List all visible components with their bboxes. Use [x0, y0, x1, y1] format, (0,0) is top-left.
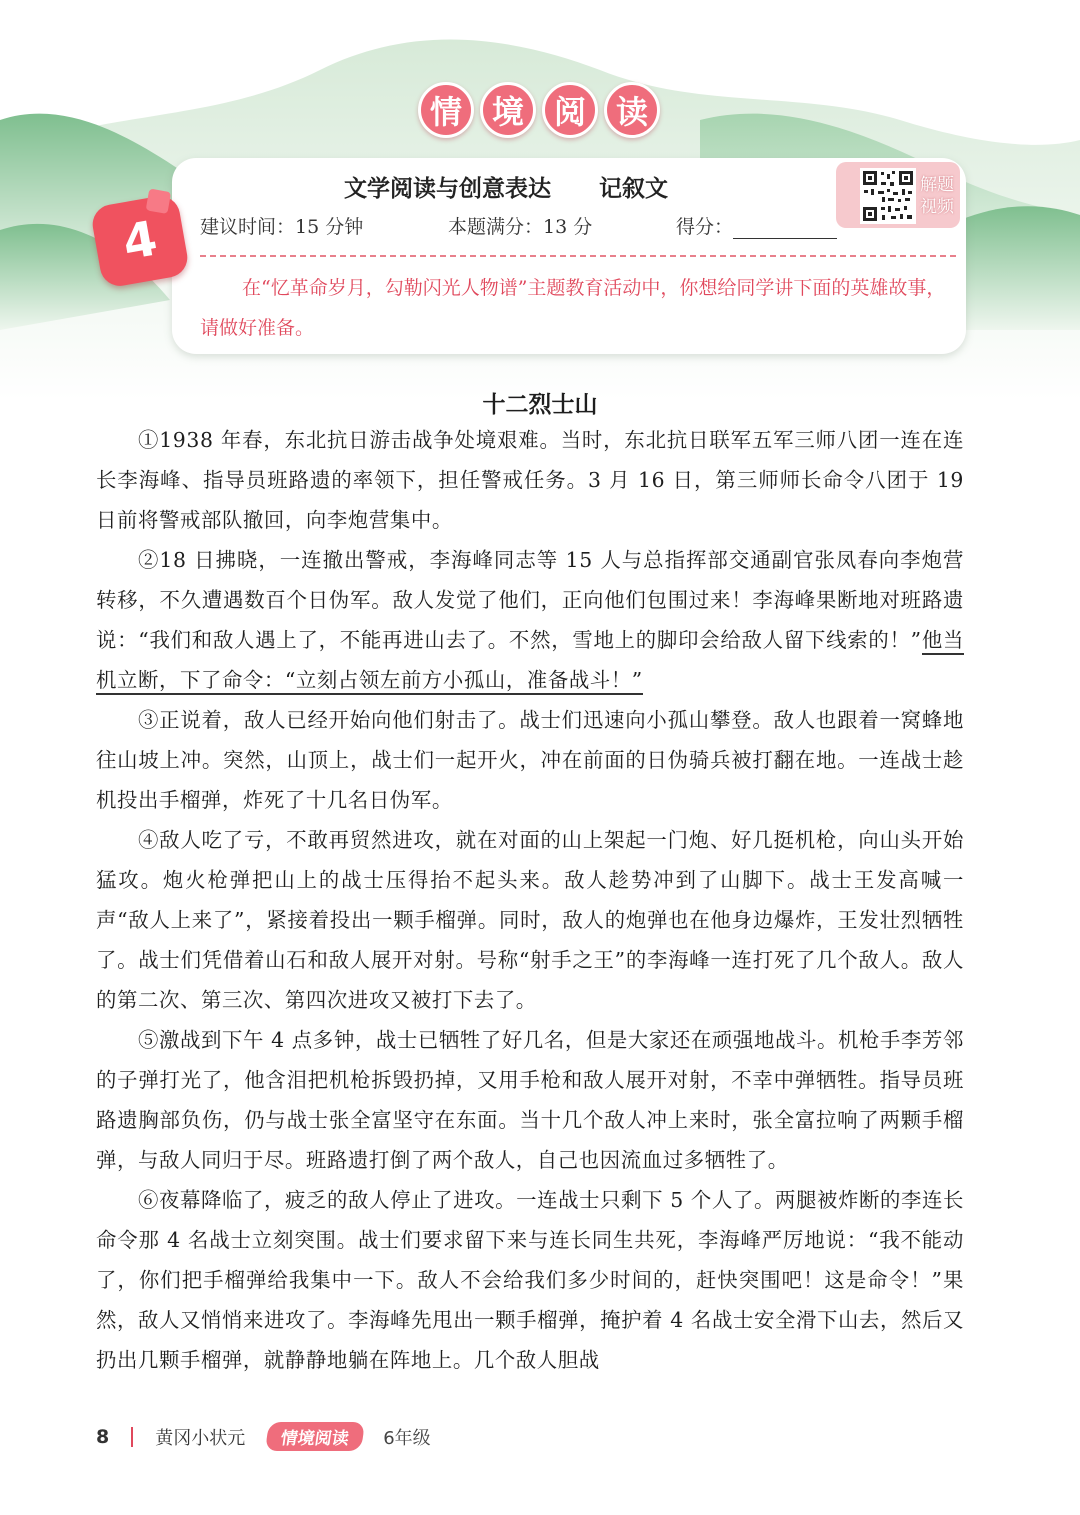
task-instruction: 在“忆革命岁月，勾勒闪光人物谱”主题教育活动中，你想给同学讲下面的英雄故事，请做好准备。 [200, 277, 946, 339]
paragraph: ④敌人吃了亏，不敢再贸然进攻，就在对面的山上架起一门炮、好几挺机枪，向山头开始猛攻。炮火枪弹把山上的战士压得抬不起头来。敌人趁势冲到了山脚下。战士王发高喊一声“敌人上来了”，紧接着投出一颗手榴弹。同时，敌人的炮弹也在他身边爆炸，王发壮烈牺牲了。战士们凭借着山石和敌人展开对射。号称“射手之王”的李海峰一连打死了几个敌人。敌人的第二次、第三次、第四次进攻又被打下去了。 [96, 828, 964, 1012]
page-footer [96, 1422, 431, 1451]
category-label: 文学阅读与创意表达 [344, 176, 551, 202]
article-body [96, 420, 964, 1380]
paragraph: ③正说着，敌人已经开始向他们射击了。战士们迅速向小孤山攀登。敌人也跟着一窝蜂地往山坡上冲。突然，山顶上，战士们一起开火，冲在前面的日伪骑兵被打翻在地。一连战士趁机投出手榴弹，炸死了十几名日伪军。 [96, 708, 964, 812]
banner-char: 阅 [542, 82, 598, 138]
qr-code-icon [860, 168, 916, 224]
full-score: 本题满分：13 分 [448, 216, 593, 238]
banner-char: 情 [418, 82, 474, 138]
dashed-divider [200, 255, 956, 257]
section-banner [418, 82, 660, 138]
card-heading [344, 170, 668, 203]
score-field[interactable] [676, 212, 837, 239]
paragraph: ⑤激战到下午 4 点多钟，战士已牺牲了好几名，但是大家还在顽强地战斗。机枪手李芳邻的子弹打光了，他含泪把机枪拆毁扔掉，又用手枪和敌人展开对射，不幸中弹牺牲。指导员班路遗胸部负伤，仍与战士张全富坚守在东面。当十几个敌人冲上来时，张全富拉响了两颗手榴弹，与敌人同归于尽。班路遗打倒了两个敌人，自己也因流血过多牺牲了。 [96, 1028, 964, 1172]
score-label: 得分： [676, 216, 734, 238]
video-label: 解题视频 [920, 175, 954, 217]
score-blank-line[interactable] [733, 218, 837, 239]
paragraph: ①1938 年春，东北抗日游击战争处境艰难。当时，东北抗日联军五军三师八团一连在连长李海峰、指导员班路遗的率领下，担任警戒任务。3 月 16 日，第三师师长命令八团于 19 日前将警戒部队撤回，向李炮营集中。 [96, 428, 964, 532]
paragraph [96, 540, 964, 700]
banner-char: 境 [480, 82, 536, 138]
exercise-number-badge: 4 [90, 193, 191, 289]
card-meta [200, 212, 837, 239]
banner-char: 读 [604, 82, 660, 138]
brand-name: 黄冈小状元 [155, 1427, 246, 1449]
page-number: 8 [96, 1425, 110, 1448]
series-badge: 情境阅读 [265, 1422, 365, 1451]
suggested-time: 建议时间：15 分钟 [200, 216, 364, 238]
paragraph-text: ②18 日拂晓，一连撤出警戒，李海峰同志等 15 人与总指挥部交通副官张凤春向李炮营转移，不久遭遇数百个日伪军。敌人发觉了他们，正向他们包围过来！李海峰果断地对班路遗说：“我们和敌人遇上了，不能再进山去了。不然，雪地上的脚印会给敌人留下线索的！” [96, 548, 964, 652]
footer-separator [131, 1427, 133, 1447]
paragraph: ⑥夜幕降临了，疲乏的敌人停止了进攻。一连战士只剩下 5 个人了。两腿被炸断的李连长命令那 4 名战士立刻突围。战士们要求留下来与连长同生共死，李海峰严厉地说：“我不能动了，你们把手榴弹给我集中一下。敌人不会给我们多少时间的，赶快突围吧！这是命令！”果然，敌人又悄悄来进攻了。李海峰先甩出一颗手榴弹，掩护着 4 名战士安全滑下山去，然后又扔出几颗手榴弹，就静静地躺在阵地上。几个敌人胆战 [96, 1188, 964, 1372]
genre-label: 记叙文 [599, 176, 668, 202]
underlined-sentence: 他当机立断，下了命令：“立刻占领左前方小孤山，准备战斗！” [96, 628, 964, 695]
article-title: 十二烈士山 [482, 392, 598, 418]
grade-label: 6年级 [383, 1427, 431, 1449]
